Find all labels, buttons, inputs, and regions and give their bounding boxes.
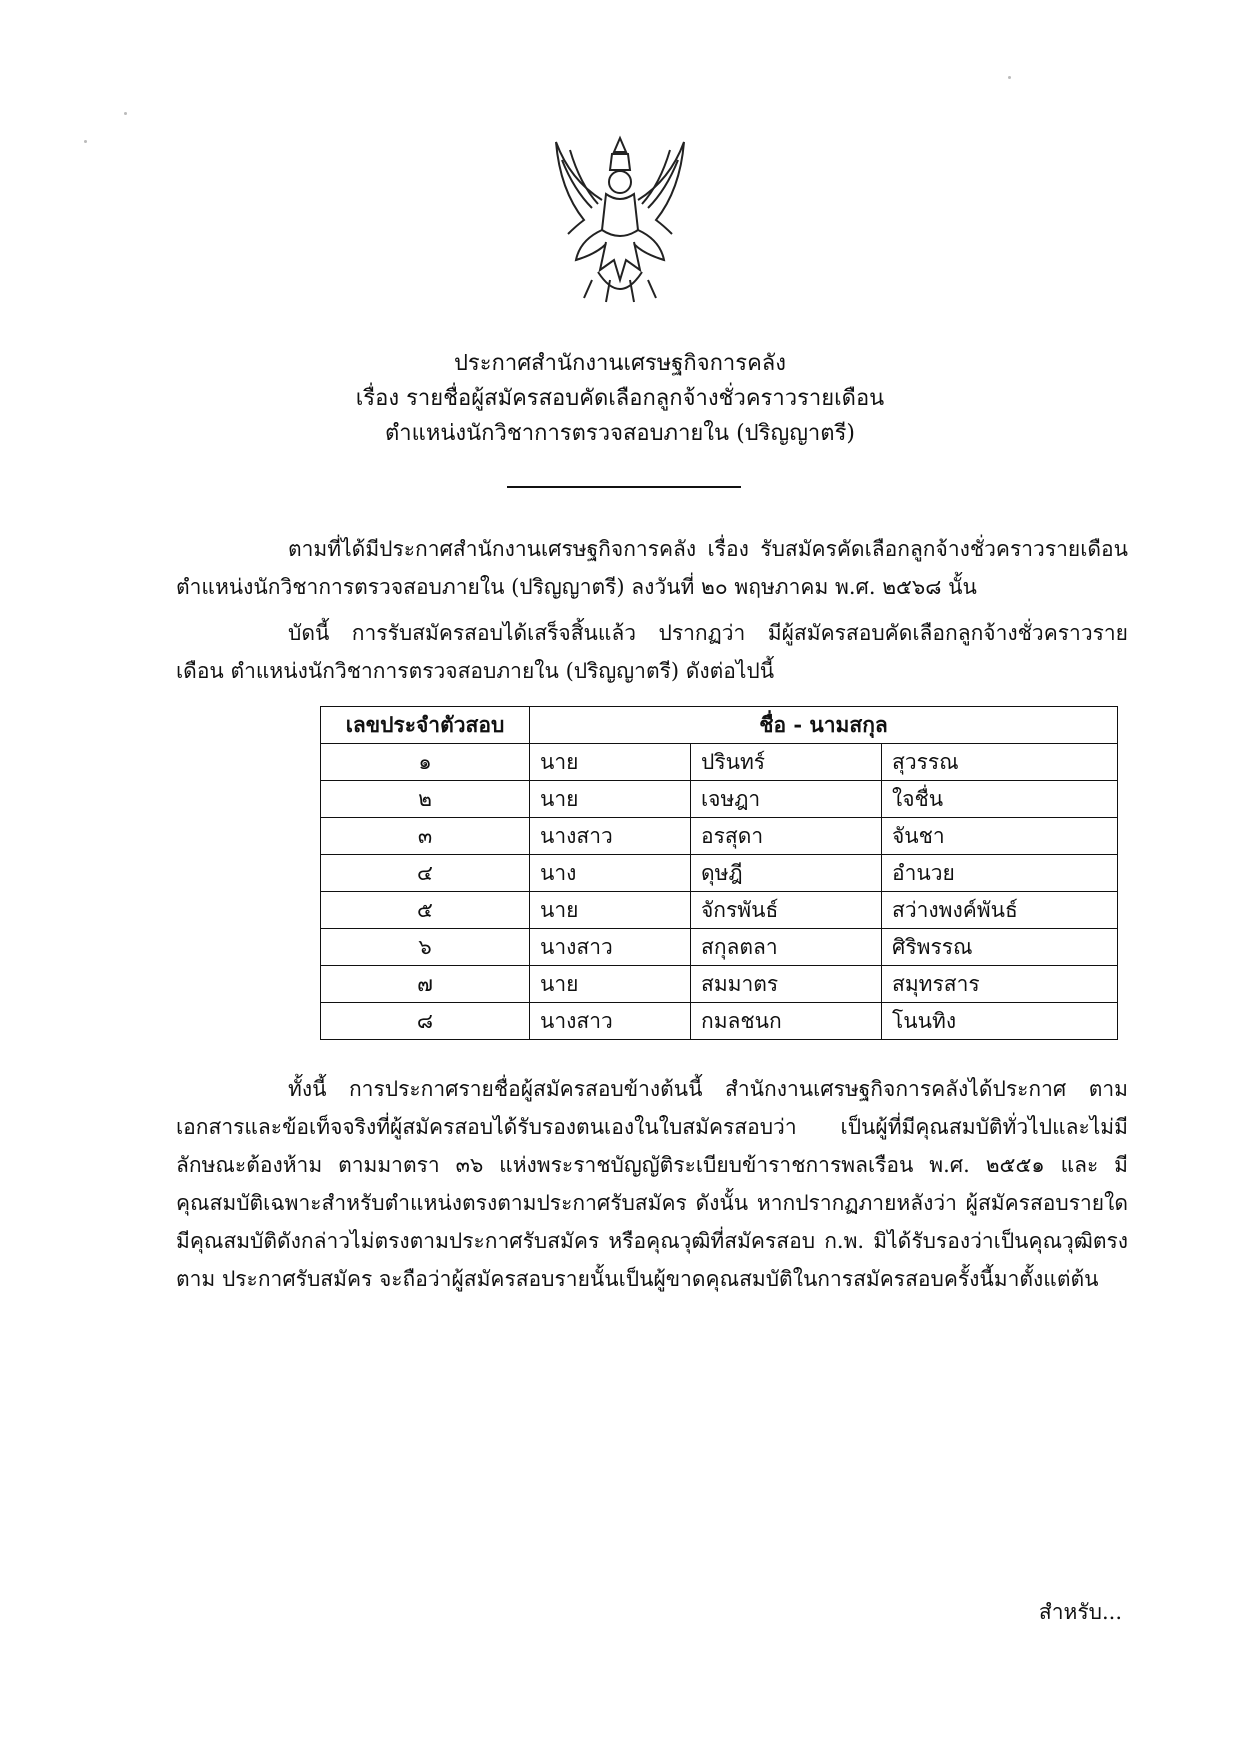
name-prefix: นาย (530, 744, 691, 781)
announcement-position: ตำแหน่งนักวิชาการตรวจสอบภายใน (ปริญญาตรี) (385, 421, 855, 446)
table-header-row (321, 707, 1118, 744)
first-name: สมมาตร (691, 966, 882, 1003)
first-name: ดุษฎี (691, 855, 882, 892)
garuda-emblem-icon (540, 130, 700, 310)
continued-marker: สำหรับ... (1038, 1600, 1122, 1624)
table-row (321, 966, 1118, 1003)
first-name: จักรพันธ์ (691, 892, 882, 929)
name-prefix: นางสาว (530, 1003, 691, 1040)
first-name: อรสุดา (691, 818, 882, 855)
last-name: โนนทิง (882, 1003, 1118, 1040)
name-prefix: นาย (530, 892, 691, 929)
last-name: สุวรรณ (882, 744, 1118, 781)
exam-id: ๔ (321, 855, 530, 892)
name-prefix: นางสาว (530, 929, 691, 966)
last-name: ใจชื่น (882, 781, 1118, 818)
applicant-table (320, 706, 1118, 1040)
name-prefix: นาง (530, 855, 691, 892)
header-full-name: ชื่อ - นามสกุล (530, 707, 1118, 744)
name-prefix: นางสาว (530, 818, 691, 855)
table-row (321, 892, 1118, 929)
table-row (321, 744, 1118, 781)
first-name: สกุลตลา (691, 929, 882, 966)
last-name: อำนวย (882, 855, 1118, 892)
first-name: เจษฎา (691, 781, 882, 818)
header-exam-id: เลขประจำตัวสอบ (321, 707, 530, 744)
paragraph-result: บัดนี้ การรับสมัครสอบได้เสร็จสิ้นแล้ว ปรากฏว่า มีผู้สมัครสอบคัดเลือกลูกจ้างชั่วคราวรายเดือน ตำแหน่งนักวิชาการตรวจสอบภายใน (ปริญญาตรี) ดังต่อไปนี้ (176, 621, 1128, 683)
name-prefix: นาย (530, 966, 691, 1003)
announcement-title: ประกาศสำนักงานเศรษฐกิจการคลัง (453, 351, 787, 376)
last-name: ศิริพรรณ (882, 929, 1118, 966)
exam-id: ๕ (321, 892, 530, 929)
first-name: ปรินทร์ (691, 744, 882, 781)
last-name: สมุทรสาร (882, 966, 1118, 1003)
paragraph-reference: ตามที่ได้มีประกาศสำนักงานเศรษฐกิจการคลัง เรื่อง รับสมัครคัดเลือกลูกจ้างชั่วคราวรายเดือน ตำแหน่งนักวิชาการตรวจสอบภายใน (ปริญญาตรี) ลงวันที่ ๒๐ พฤษภาคม พ.ศ. ๒๕๖๘ นั้น (176, 537, 1128, 599)
table-row (321, 818, 1118, 855)
last-name: จันชา (882, 818, 1118, 855)
paragraph-disclaimer: ทั้งนี้ การประกาศรายชื่อผู้สมัครสอบข้างต้นนี้ สำนักงานเศรษฐกิจการคลังได้ประกาศ ตามเอกสารและข้อเท็จจริงที่ผู้สมัครสอบได้รับรองตนเองในใบสมัครสอบว่า เป็นผู้ที่มีคุณสมบัติทั่วไปและไม่มี ลักษณะต้องห้าม ตามมาตรา ๓๖ แห่งพระราชบัญญัติระเบียบข้าราชการพลเรือน พ.ศ. ๒๕๕๑ และ มีคุณสมบัติเฉพาะสำหรับตำแหน่งตรงตามประกาศรับสมัคร ดังนั้น หากปรากฏภายหลังว่า ผู้สมัครสอบรายใด มีคุณสมบัติดังกล่าวไม่ตรงตามประกาศรับสมัคร หรือคุณวุฒิที่สมัครสอบ ก.พ. มิได้รับรองว่าเป็นคุณวุฒิตรงตาม ประกาศรับสมัคร จะถือว่าผู้สมัครสอบรายนั้นเป็นผู้ขาดคุณสมบัติในการสมัครสอบครั้งนี้มาตั้งแต่ต้น (176, 1077, 1128, 1291)
table-row (321, 855, 1118, 892)
title-divider (507, 486, 741, 488)
announcement-subject: เรื่อง รายชื่อผู้สมัครสอบคัดเลือกลูกจ้างชั่วคราวรายเดือน (355, 386, 885, 411)
table-row (321, 929, 1118, 966)
first-name: กมลชนก (691, 1003, 882, 1040)
table-row (321, 781, 1118, 818)
exam-id: ๓ (321, 818, 530, 855)
table-row (321, 1003, 1118, 1040)
exam-id: ๑ (321, 744, 530, 781)
exam-id: ๘ (321, 1003, 530, 1040)
exam-id: ๒ (321, 781, 530, 818)
exam-id: ๗ (321, 966, 530, 1003)
last-name: สว่างพงค์พันธ์ (882, 892, 1118, 929)
exam-id: ๖ (321, 929, 530, 966)
name-prefix: นาย (530, 781, 691, 818)
